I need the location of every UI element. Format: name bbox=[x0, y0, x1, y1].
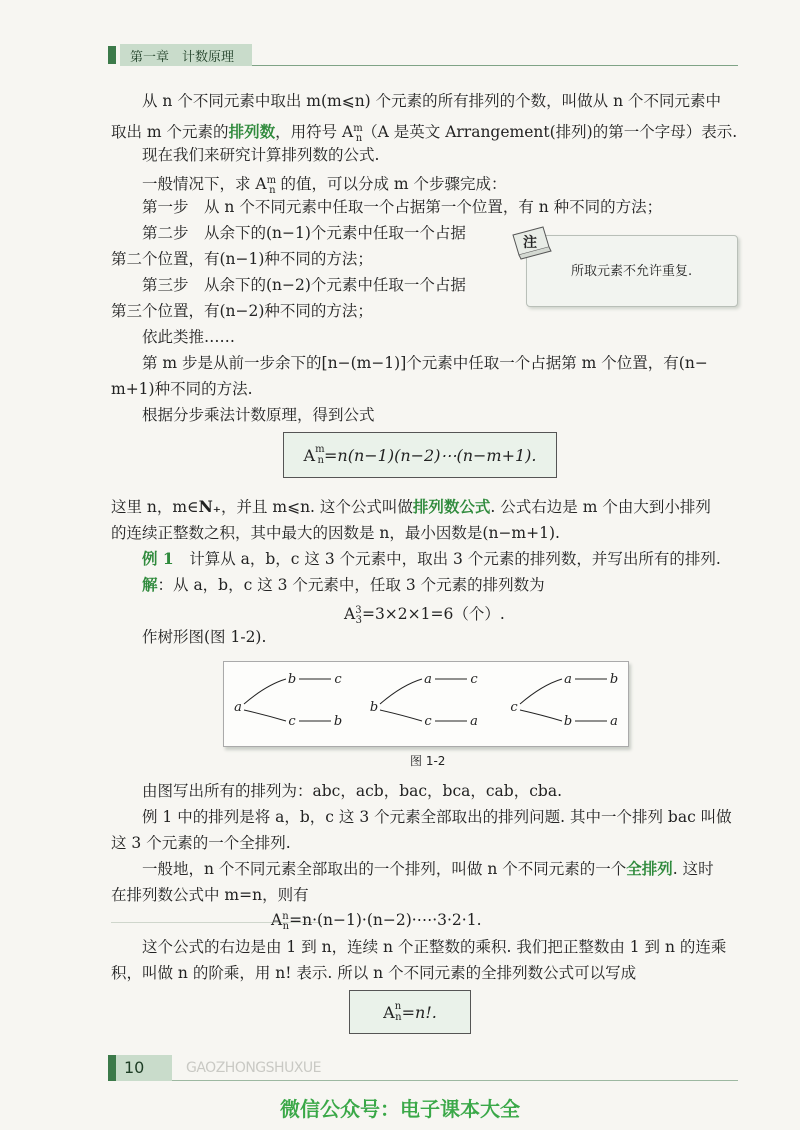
text-line: 在排列数公式中 m=n，则有 bbox=[111, 886, 309, 904]
superscript: n bbox=[282, 911, 289, 922]
tree-branch bbox=[520, 679, 562, 704]
permutation-formula-box bbox=[283, 432, 557, 478]
subscript: n bbox=[355, 133, 363, 145]
text-span: ，用符号 A bbox=[275, 123, 354, 142]
tree-branch bbox=[520, 710, 562, 721]
keyword: 排列数 bbox=[228, 122, 276, 142]
text-line: 作树形图(图 1-2). bbox=[142, 628, 267, 646]
header-rule bbox=[252, 65, 738, 66]
tree-node-label: a bbox=[424, 672, 432, 687]
text-line: 的连续正整数之积，其中最大的因数是 n，最小因数是(n−m+1). bbox=[111, 524, 560, 542]
text-line: 根据分步乘法计数原理，得到公式 bbox=[142, 406, 375, 424]
text-span: 这里 n，m∈ bbox=[111, 498, 199, 516]
text-line: 第 m 步是从前一步余下的[n−(m−1)]个元素中任取一个占据第 m 个位置，有(n− bbox=[142, 354, 708, 372]
text-line: 依此类推…… bbox=[142, 328, 236, 346]
tree-diagram-figure bbox=[223, 661, 629, 747]
tree-leaf-label: a bbox=[470, 714, 478, 729]
watermark-text: 微信公众号：电子课本大全 bbox=[280, 1097, 520, 1121]
text-line: 这 3 个元素的一个全排列. bbox=[111, 834, 291, 852]
text-span: 一般地，n 个不同元素全部取出的一个排列，叫做 n 个不同元素的一个 bbox=[142, 860, 627, 878]
superscript: m bbox=[315, 443, 325, 455]
subscript: 3 bbox=[355, 615, 362, 627]
note-tag-label: 注 bbox=[523, 235, 537, 251]
example-label: 例 1 bbox=[142, 549, 174, 568]
formula-rhs: =n(n−1)(n−2)⋯(n−m+1). bbox=[324, 445, 537, 465]
text-line: 第二个位置，有(n−1)种不同的方法； bbox=[111, 250, 373, 268]
set-symbol: N₊ bbox=[198, 497, 221, 516]
footer-brand: GAOZHONGSHUXUE bbox=[186, 1060, 322, 1076]
tree-node-label: a bbox=[564, 672, 572, 687]
text-span: 的值，可以分成 m 个步骤完成： bbox=[275, 175, 507, 194]
tree-branch bbox=[380, 679, 422, 704]
text-line: 例 1 中的排列是将 a，b，c 这 3 个元素全部取出的排列问题. 其中一个排列 bac 叫做 bbox=[142, 808, 732, 826]
formula-symbol: A bbox=[383, 1002, 395, 1022]
text-line: 由图写出所有的排列为：abc，acb，bac，bca，cab，cba. bbox=[142, 782, 562, 800]
example-line bbox=[111, 548, 782, 570]
formula-symbol: A bbox=[303, 445, 316, 465]
footer-accent-bar bbox=[108, 1055, 116, 1081]
tree-node-label: c bbox=[288, 714, 296, 729]
superscript: 3 bbox=[355, 605, 362, 616]
text-span: ，并且 m⩽n. 这个公式叫做 bbox=[220, 498, 413, 516]
figure-caption: 图 1-2 bbox=[410, 754, 446, 768]
subscript: n bbox=[317, 454, 324, 466]
header-accent-bar bbox=[108, 46, 116, 64]
subscript: n bbox=[395, 1011, 402, 1023]
text-line: 现在我们来研究计算排列数的公式. bbox=[142, 146, 380, 164]
keyword: 全排列 bbox=[626, 859, 673, 878]
formula-rhs: =n·(n−1)·(n−2)·⋯·3·2·1. bbox=[289, 911, 482, 930]
text-span: . 公式右边是 m 个由大到小排列 bbox=[490, 498, 711, 516]
formula-rhs: =n!. bbox=[401, 1002, 437, 1022]
superscript: n bbox=[394, 1000, 402, 1012]
tree-root-label: c bbox=[510, 700, 518, 715]
tree-leaf-label: a bbox=[610, 714, 618, 729]
text-line: 从 n 个不同元素中取出 m(m⩽n) 个元素的所有排列的个数，叫做从 n 个不同元素中 bbox=[142, 92, 721, 110]
formula-symbol: A bbox=[271, 911, 283, 930]
text-span: . 这时 bbox=[672, 860, 714, 878]
text-line: 第三个位置，有(n−2)种不同的方法； bbox=[111, 302, 373, 320]
text-line bbox=[111, 496, 751, 518]
solution-label: 解 bbox=[142, 575, 158, 594]
tree-leaf-label: b bbox=[333, 714, 343, 729]
text-span: 取出 m 个元素的 bbox=[111, 123, 229, 142]
note-tag bbox=[509, 225, 555, 261]
formula-line bbox=[271, 906, 482, 938]
text-line: 这个公式的右边是由 1 到 n，连续 n 个正整数的乘积. 我们把正整数由 1 到 n 的连乘 bbox=[142, 938, 727, 956]
text-line: 第一步 从 n 个不同元素中任取一个占据第一个位置，有 n 种不同的方法； bbox=[142, 198, 663, 216]
chapter-header bbox=[108, 42, 738, 68]
tree-leaf-label: c bbox=[470, 672, 478, 687]
tree-branch bbox=[244, 710, 286, 721]
tree-root-label: a bbox=[234, 700, 242, 715]
note-box bbox=[526, 235, 738, 307]
tree-root-label: b bbox=[369, 700, 379, 715]
text-line: 积，叫做 n 的阶乘，用 n! 表示. 所以 n 个不同元素的全排列数公式可以写成 bbox=[111, 964, 637, 982]
tree-branch bbox=[244, 679, 286, 704]
text-line bbox=[111, 858, 782, 880]
text-span: ：从 a，b，c 这 3 个元素中，任取 3 个元素的排列数为 bbox=[157, 576, 545, 594]
tree-diagram bbox=[224, 662, 628, 746]
tree-leaf-label: b bbox=[609, 672, 619, 687]
page-number: 10 bbox=[124, 1058, 145, 1077]
tree-leaf-label: c bbox=[334, 672, 342, 687]
superscript: m bbox=[266, 175, 277, 186]
tree-node-label: b bbox=[287, 672, 297, 687]
tree-branch bbox=[380, 710, 422, 721]
formula-symbol: A bbox=[344, 605, 356, 624]
chapter-title: 第一章 计数原理 bbox=[130, 50, 235, 65]
text-line: 第三步 从余下的(n−2)个元素中任取一个占据 bbox=[142, 276, 466, 294]
superscript: m bbox=[353, 123, 363, 134]
formula-rhs: =3×2×1=6（个）. bbox=[361, 605, 505, 624]
tree-node-label: c bbox=[424, 714, 432, 729]
text-span: （A 是英文 Arrangement(排列)的第一个字母）表示. bbox=[362, 123, 738, 142]
note-text: 所取元素不允许重复. bbox=[571, 264, 693, 279]
full-permutation-formula-box bbox=[349, 990, 471, 1034]
footer-rule bbox=[172, 1080, 738, 1081]
solution-line bbox=[111, 574, 782, 596]
text-line: m+1)种不同的方法. bbox=[111, 380, 253, 398]
keyword: 排列数公式 bbox=[412, 497, 491, 516]
subscript: n bbox=[269, 185, 276, 197]
text-span: 一般情况下，求 A bbox=[142, 175, 267, 194]
text-span: 计算从 a，b，c 这 3 个元素中，取出 3 个元素的排列数，并写出所有的排列. bbox=[173, 550, 721, 568]
tree-node-label: b bbox=[563, 714, 573, 729]
subscript: n bbox=[282, 921, 290, 933]
text-line: 第二步 从余下的(n−1)个元素中任取一个占据 bbox=[142, 224, 466, 242]
